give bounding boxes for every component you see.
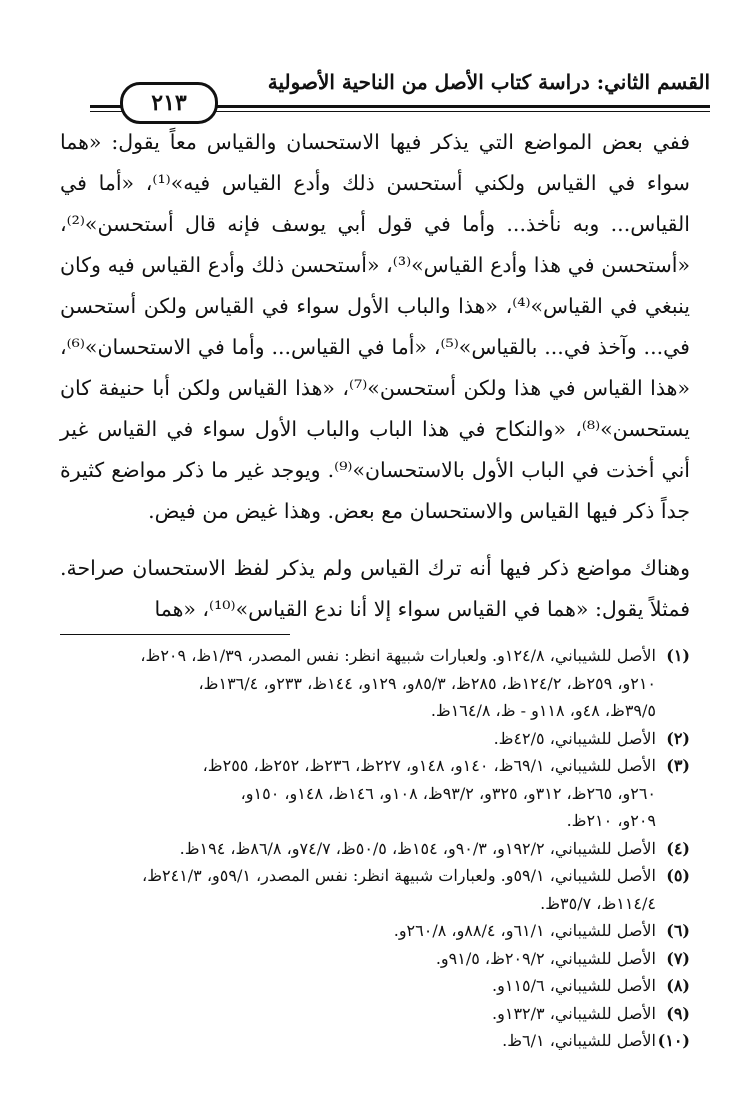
footnote-text: ٢١٠و، ٢٥٩ظ، ١٢٤/٢ظ، ٢٨٥ظ، ٨٥/٣و، ١٢٩و، ١٤٤ظ، ٢٣٣و، ١٣٦/٤ظ،	[198, 673, 656, 693]
footnote-text: الأصل للشيباني، ١٣٢/٣و.	[492, 1003, 656, 1023]
footnote-number: (١)	[666, 646, 690, 665]
footnote-text: الأصل للشيباني، ٦/١ظ.	[502, 1031, 656, 1050]
footnote-text: ٣٩/٥ظ، ٤٨و، ١١٨و - ظ، ١٦٤/٨ظ.	[430, 701, 656, 720]
footnote-number: (٤)	[666, 838, 690, 858]
footnote-text: الأصل للشيباني، ٢٠٩/٢ظ، ٩١/٥و.	[435, 948, 656, 968]
footnote-number: (١٠)	[657, 1031, 690, 1050]
footnote-text: ٢٦٠و، ٢٦٥ظ، ٣١٢و، ٣٢٥و، ٩٣/٢ظ، ١٠٨و، ١٤٦ظ، ١٤٨و، ١٥٠و،	[240, 783, 656, 803]
footnote-text: الأصل للشيباني، ٦١/١و، ٨٨/٤و، ٢٦٠/٨و.	[393, 921, 656, 940]
footnote	[50, 1027, 690, 1055]
footnote-separator	[60, 634, 290, 635]
footnote	[50, 945, 690, 973]
footnote-text: الأصل للشيباني، ٦٩/١ظ، ١٤٠و، ١٤٨و، ٢٢٧ظ، ٢٣٦ظ، ٢٥٢ظ، ٢٥٥ظ،	[202, 756, 656, 775]
header-title: القسم الثاني: دراسة كتاب الأصل من الناحية الأصولية	[267, 70, 710, 94]
footnote-text: الأصل للشيباني، ١١٥/٦و.	[492, 976, 656, 995]
footnote-text: ١١٤/٤ظ، ٣٥/٧ظ.	[540, 893, 656, 913]
footnote-number: (٥)	[666, 866, 690, 885]
footnote-text: ٢٠٩و، ٢١٠ظ.	[566, 811, 656, 830]
footnote	[50, 642, 690, 725]
footnotes	[50, 642, 690, 1055]
footnote	[50, 862, 690, 917]
footnote-number: (٩)	[666, 1003, 690, 1023]
footnote-number: (٦)	[666, 921, 690, 940]
footnote	[50, 972, 690, 1000]
paragraph: وهناك مواضع ذكر فيها أنه ترك القياس ولم يذكر لفظ الاستحسان صراحة. فمثلاً يقول: «هما في القياس سواء إلا أنا ندع القياس»⁽¹⁰⁾، «هما	[60, 556, 690, 621]
running-header	[90, 62, 710, 117]
footnote-number: (٨)	[666, 976, 690, 995]
footnote-text: الأصل للشيباني، ٥٩/١و. ولعبارات شبيهة انظر: نفس المصدر، ٥٩/١و، ٢٤١/٣ظ،	[142, 866, 656, 885]
footnote-number: (٧)	[666, 948, 690, 968]
footnote-text: الأصل للشيباني، ١٢٤/٨و. ولعبارات شبيهة انظر: نفس المصدر، ١/٣٩ظ، ٢٠٩ظ،	[140, 646, 656, 665]
footnote	[50, 1000, 690, 1028]
footnote-number: (٢)	[666, 728, 690, 748]
footnote	[50, 835, 690, 863]
footnote	[50, 752, 690, 835]
page-number: ٢١٣	[120, 82, 218, 124]
footnote	[50, 725, 690, 753]
footnote-text: الأصل للشيباني، ١٩٢/٢و، ٩٠/٣و، ١٥٤ظ، ٥٠/٥ظ، ٧٤/٧و، ٨٦/٨ظ، ١٩٤ظ.	[179, 838, 656, 858]
footnote-text: الأصل للشيباني، ٤٢/٥ظ.	[493, 728, 656, 748]
footnote	[50, 917, 690, 945]
main-text	[60, 122, 690, 630]
footnote-number: (٣)	[666, 756, 690, 775]
paragraph: ففي بعض المواضع التي يذكر فيها الاستحسان والقياس معاً يقول: «هما سواء في القياس ولكني أستحسن ذلك وأدع القياس فيه»⁽¹⁾، «أما في القياس... وبه نأخذ... وأما في قول أبي يوسف فإنه قال أستحسن»⁽²⁾، «أستحسن في هذا وأدع القياس»⁽³⁾، «أستحسن ذلك وأدع القياس فيه وكان ينبغي في القياس»⁽⁴⁾، «هذا والباب الأول سواء في القياس ولكن أستحسن في... وآخذ في... بالقياس»⁽⁵⁾، «أما في القياس... وأما في الاستحسان»⁽⁶⁾، «هذا القياس في هذا ولكن أستحسن»⁽⁷⁾، «هذا القياس ولكن أبا حنيفة كان يستحسن»⁽⁸⁾، «والنكاح في هذا الباب والباب الأول سواء في القياس غير أني أخذت في الباب الأول بالاستحسان»⁽⁹⁾. ويوجد غير ما ذكر مواضع كثيرة جداً ذكر فيها القياس والاستحسان مع بعض. وهذا غيض من فيض.	[60, 130, 691, 523]
